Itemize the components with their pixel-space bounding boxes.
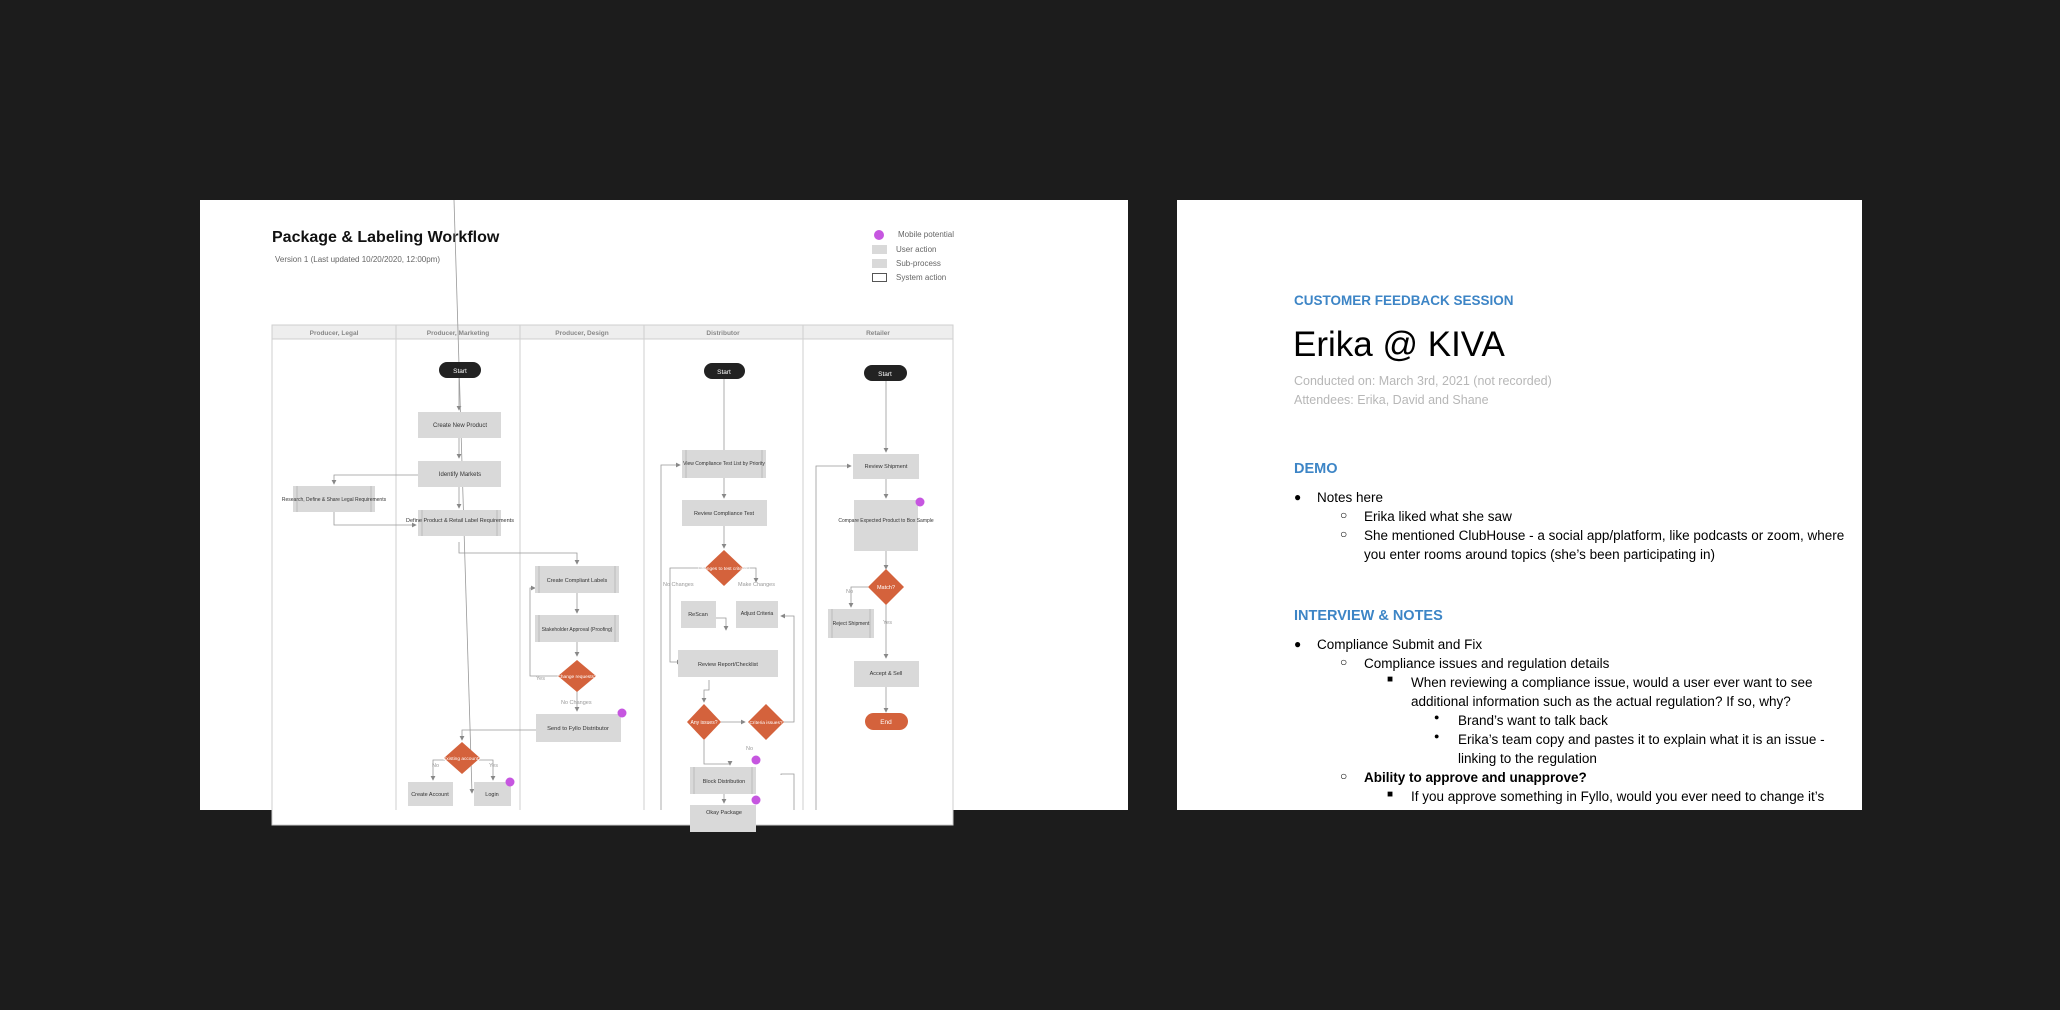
legend-label: Mobile potential: [898, 230, 955, 239]
doc-conducted: Conducted on: March 3rd, 2021 (not recorded): [1294, 374, 1552, 388]
node-label: Review Report/Checklist: [698, 662, 758, 668]
node-label: Research, Define & Share Legal Requirements: [281, 497, 387, 503]
lane-distributor: Distributor: [706, 330, 740, 337]
bullet-circle-icon: ○: [1340, 655, 1348, 669]
interview-heading: INTERVIEW & NOTES: [1294, 608, 1443, 624]
node-label: Stakeholder Approval (Proofing): [541, 627, 613, 633]
node-label: Login: [485, 792, 499, 798]
list-item: Compliance issues and regulation details: [1364, 656, 1610, 671]
list-item: She mentioned ClubHouse - a social app/platform, like podcasts or zoom, where: [1364, 528, 1845, 543]
list-item: Ability to approve and unapprove?: [1364, 770, 1587, 785]
bullet-disc-icon: ●: [1294, 490, 1302, 504]
bullet-square-icon: ■: [1387, 674, 1394, 685]
workflow-canvas: [200, 200, 1128, 816]
node-label: Accept & Sell: [869, 671, 903, 677]
node-label: Block Distribution: [702, 779, 746, 785]
lane-producer-marketing: Producer, Marketing: [426, 330, 490, 337]
node-label: Create Account: [411, 792, 449, 798]
demo-heading: DEMO: [1294, 461, 1338, 477]
legend-label: User action: [896, 245, 937, 254]
node-label: Adjust Criteria: [740, 611, 774, 617]
diagram-subtitle: Version 1 (Last updated 10/20/2020, 12:00pm): [275, 255, 441, 264]
node-label: Send to Fyllo Distributor: [547, 726, 609, 732]
mobile-potential-dot-icon: [752, 756, 761, 765]
mobile-potential-dot-icon: [506, 778, 515, 787]
feedback-doc-panel: [1177, 200, 1862, 810]
list-item-continued: linking to the regulation: [1458, 751, 1597, 766]
edge-label-no-changes: No Changes: [561, 700, 592, 706]
compare-product-node: [854, 500, 918, 551]
list-item: Compliance Submit and Fix: [1317, 637, 1483, 652]
decision-label: Criteria issues?: [749, 721, 783, 726]
decision-label: Change requests?: [557, 675, 597, 680]
list-item: Brand’s want to talk back: [1458, 713, 1608, 728]
decision-label: Existing account?: [443, 757, 481, 762]
decision-label: Any issues?: [690, 720, 718, 726]
node-label: Reject Shipment: [832, 621, 870, 627]
start-label: Start: [453, 368, 467, 375]
edge-label-no-changes: No Changes: [663, 582, 694, 588]
doc-kicker: CUSTOMER FEEDBACK SESSION: [1294, 293, 1514, 308]
edge-label-no: No: [746, 746, 754, 752]
bullet-circle-icon: ○: [1340, 508, 1348, 522]
edge-label-no: No: [432, 763, 440, 769]
edge-label-yes: Yes: [489, 763, 498, 769]
list-item-continued: you enter rooms around topics (she’s been participating in): [1364, 547, 1715, 562]
lane-producer-legal: Producer, Legal: [309, 330, 359, 337]
diagram-title: Package & Labeling Workflow: [272, 229, 500, 246]
bullet-disc-icon: ●: [1434, 731, 1440, 741]
node-label: Define Product & Retail Label Requirements: [406, 518, 514, 524]
list-item: If you approve something in Fyllo, would you ever need to change it’s: [1411, 789, 1825, 804]
bullet-disc-icon: ●: [1294, 637, 1302, 651]
node-label: Create Compliant Labels: [546, 578, 608, 584]
node-label: Review Compliance Test: [693, 511, 755, 517]
lane-retailer: Retailer: [866, 330, 890, 337]
mobile-potential-dot-icon: [618, 709, 627, 718]
list-item: Erika liked what she saw: [1364, 509, 1512, 524]
edge-label-no: No: [846, 589, 854, 595]
node-label: Review Shipment: [864, 464, 908, 470]
edge-label-yes: Yes: [536, 676, 545, 682]
mobile-potential-dot-icon: [916, 498, 925, 507]
workflow-diagram-panel: [200, 200, 1128, 816]
lane-header-bar: [272, 325, 953, 339]
bullet-disc-icon: ●: [1434, 712, 1440, 722]
node-label: Compare Expected Product to Box Sample: [838, 518, 934, 524]
legend-label: System action: [896, 273, 947, 282]
bullet-circle-icon: ○: [1340, 527, 1348, 541]
edge-label-make-changes: Make Changes: [738, 582, 775, 588]
node-label: Identify Markets: [438, 472, 482, 478]
edge-label-yes: Yes: [883, 620, 892, 626]
start-label: Start: [878, 371, 892, 378]
lane-producer-design: Producer, Design: [555, 330, 609, 337]
node-label: Create New Product: [432, 423, 488, 429]
doc-attendees: Attendees: Erika, David and Shane: [1294, 393, 1489, 407]
doc-title: Erika @ KIVA: [1293, 325, 1505, 364]
list-item: Notes here: [1317, 490, 1384, 505]
end-label: End: [880, 719, 892, 726]
node-label: ReScan: [688, 612, 708, 618]
decision-label: Changes to test criteria?: [698, 567, 750, 572]
legend-label: Sub-process: [896, 259, 941, 268]
node-label: Okay Package: [706, 810, 742, 816]
list-item: When reviewing a compliance issue, would a user ever want to see: [1411, 675, 1813, 690]
bullet-square-icon: ■: [1387, 789, 1394, 800]
node-label: View Compliance Test List by Priority: [683, 461, 765, 467]
mobile-potential-dot-icon: [752, 796, 761, 805]
start-label: Start: [717, 369, 731, 376]
bullet-circle-icon: ○: [1340, 769, 1348, 783]
decision-label: Match?: [876, 585, 896, 591]
list-item-continued: additional information such as the actual regulation? If so, why?: [1411, 694, 1791, 709]
list-item: Erika’s team copy and pastes it to explain what it is an issue -: [1458, 732, 1825, 747]
